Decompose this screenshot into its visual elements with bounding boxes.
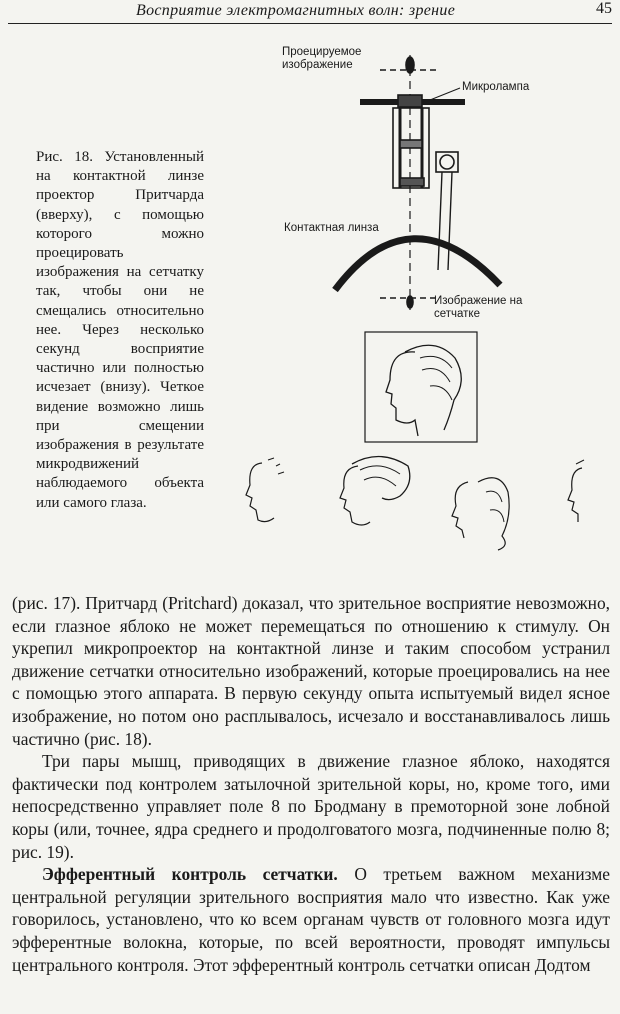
figure-caption-text: Рис. 18. Установленный на контактной линзе проектор Притчарда (вверху), с помощью которого можно проецировать изображения на сетчатку так, чтобы они не смещались относительно нее. Через несколько секунд восприятие частично или полностью исчезает (внизу). Четкое видение возможно лишь при смещении изображения в результате микродвижений наблюдаемого объекта или самого глаза. bbox=[36, 149, 204, 511]
running-header-title: Восприятие электромагнитных волн: зрение bbox=[136, 2, 456, 19]
label-retina-image: Изображение на сетчатке bbox=[434, 295, 523, 320]
header-rule bbox=[8, 23, 612, 24]
paragraph-3-text: О третьем важном механизме центральной регуляции зрительного восприятия мало что известно. Как уже говорилось, установлено, что ко всем органам чувств от головного мозга идут эфферентные волокна, которые, по всей вероятности, проводят импульсы центрального контроля. Этот эфферентный контроль сетчатки описан Додтом bbox=[12, 864, 610, 975]
figure-caption bbox=[36, 148, 204, 513]
label-contact-lens: Контактная линза bbox=[284, 222, 379, 234]
paragraph-3-heading: Эфферентный контроль сетчатки. bbox=[42, 864, 338, 885]
body-text bbox=[12, 592, 610, 976]
figure-18-illustration bbox=[240, 40, 610, 560]
paragraph-3 bbox=[12, 863, 610, 976]
page-number: 45 bbox=[596, 0, 612, 17]
label-microlamp: Микролампа bbox=[462, 81, 530, 93]
running-header bbox=[8, 0, 612, 26]
paragraph-1: (рис. 17). Притчард (Pritchard) доказал, что зрительное восприятие невозможно, если глазное яблоко не может перемещаться по отношению к стимулу. Он укрепил микропроектор на контактной линзе и таким способом устранил движение сетчатки относительно изображений, которые проецировались на нее с помощью этого аппарата. В первую секунду опыта испытуемый видел ясное изображение, но потом оно расплывалось, исчезало и восстанавливалось лишь частично (рис. 18). bbox=[12, 593, 610, 749]
label-projected-image: Проецируемое изображение bbox=[282, 46, 362, 71]
paragraph-2: Три пары мышц, приводящих в движение глазное яблоко, находятся фактически под контролем затылочной зрительной коры, но, кроме того, ими непосредственно управляет поле 8 по Бродману в премоторной зоне лобной коры (или, точнее, ядра среднего и продолговатого мозга, подчиненные полю 8; рис. 19). bbox=[12, 751, 610, 862]
